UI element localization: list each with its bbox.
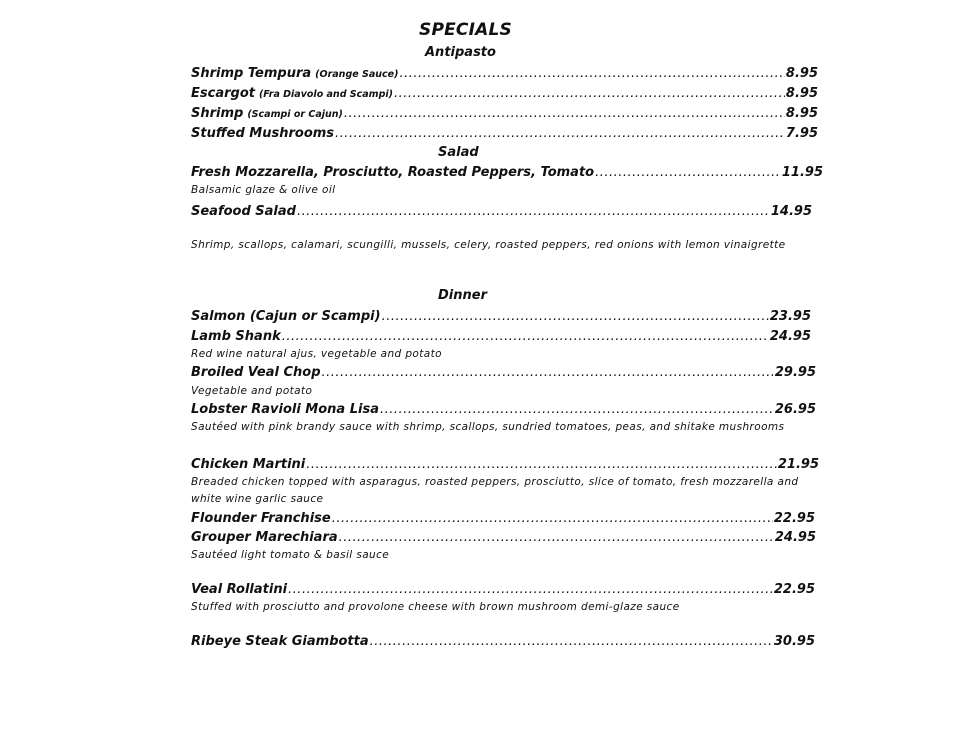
item-price: 23.95 [769,309,811,324]
item-name: Lobster Ravioli Mona Lisa [191,402,379,417]
item-price: 22.95 [773,582,815,597]
item-price: 8.95 [785,86,818,101]
item-description: Sautéed with pink brandy sauce with shrimp, scallops, sundried tomatoes, peas, and shitake mushrooms [191,421,785,433]
menu-item-flounder-franchise [191,510,815,528]
item-price: 14.95 [770,204,812,219]
item-description: Balsamic glaze & olive oil [191,184,336,196]
leader-dots [339,529,774,547]
item-note: (Fra Diavolo and Scampi) [258,89,393,100]
item-name: Fresh Mozzarella, Prosciutto, Roasted Peppers, Tomato [191,165,595,180]
menu-item-grouper-marechiara [191,529,816,547]
item-name: Flounder Franchise [191,511,331,526]
item-price: 11.95 [781,165,823,180]
menu-item-chicken-martini [191,456,819,474]
item-name: Shrimp [191,106,244,121]
menu-item-ribeye-steak [191,633,815,651]
menu-item-broiled-veal-chop [191,364,816,382]
menu-title: SPECIALS [419,20,512,40]
menu-item-lobster-ravioli [191,401,816,419]
item-name: Broiled Veal Chop [191,365,321,380]
menu-item-salmon [191,308,811,326]
item-price: 8.95 [785,66,818,81]
leader-dots [332,510,773,528]
menu-item-shrimp [191,105,818,123]
item-name: Salmon (Cajun or Scampi) [191,309,381,324]
menu-item-shrimp-tempura [191,65,818,83]
item-price: 7.95 [785,126,818,141]
item-description: Red wine natural ajus, vegetable and potato [191,348,442,360]
item-price: 26.95 [774,402,816,417]
menu-item-stuffed-mushrooms [191,125,818,143]
item-name: Chicken Martini [191,457,306,472]
item-price: 21.95 [777,457,819,472]
leader-dots [380,401,774,419]
leader-dots [370,633,773,651]
item-name: Lamb Shank [191,329,281,344]
leader-dots [394,85,785,103]
section-heading-salad: Salad [438,145,479,160]
leader-dots [595,164,781,182]
item-name: Seafood Salad [191,204,296,219]
item-name: Veal Rollatini [191,582,288,597]
leader-dots [288,581,773,599]
item-note: (Scampi or Cajun) [247,109,343,120]
section-heading-antipasto: Antipasto [425,45,496,60]
item-description: Shrimp, scallops, calamari, scungilli, mussels, celery, roasted peppers, red onions with lemon vinaigrette [191,239,786,251]
leader-dots [382,308,769,326]
leader-dots [335,125,785,143]
item-description: Sautéed light tomato & basil sauce [191,549,390,561]
leader-dots [306,456,777,474]
item-price: 29.95 [774,365,816,380]
item-name: Shrimp Tempura [191,66,312,81]
item-name: Ribeye Steak Giambotta [191,634,369,649]
item-price: 24.95 [774,530,816,545]
leader-dots [399,65,784,83]
section-heading-dinner: Dinner [438,288,487,303]
menu-item-seafood-salad [191,203,812,221]
menu-item-lamb-shank [191,328,811,346]
item-description: Stuffed with prosciutto and provolone cheese with brown mushroom demi-glaze sauce [191,601,680,613]
menu-item-escargot [191,85,818,103]
item-description: Vegetable and potato [191,385,313,397]
leader-dots [344,105,785,123]
leader-dots [322,364,774,382]
leader-dots [282,328,769,346]
item-price: 8.95 [785,106,818,121]
item-price: 22.95 [773,511,815,526]
item-description: Breaded chicken topped with asparagus, roasted peppers, prosciutto, slice of tomato, fresh mozzarella and white wine garlic sauce [191,476,799,505]
item-name: Grouper Marechiara [191,530,338,545]
menu-item-veal-rollatini [191,581,815,599]
item-name: Stuffed Mushrooms [191,126,335,141]
item-note: (Orange Sauce) [315,69,399,80]
item-price: 24.95 [769,329,811,344]
item-name: Escargot [191,86,255,101]
item-price: 30.95 [773,634,815,649]
menu-item-fresh-mozzarella [191,164,823,182]
leader-dots [297,203,770,221]
